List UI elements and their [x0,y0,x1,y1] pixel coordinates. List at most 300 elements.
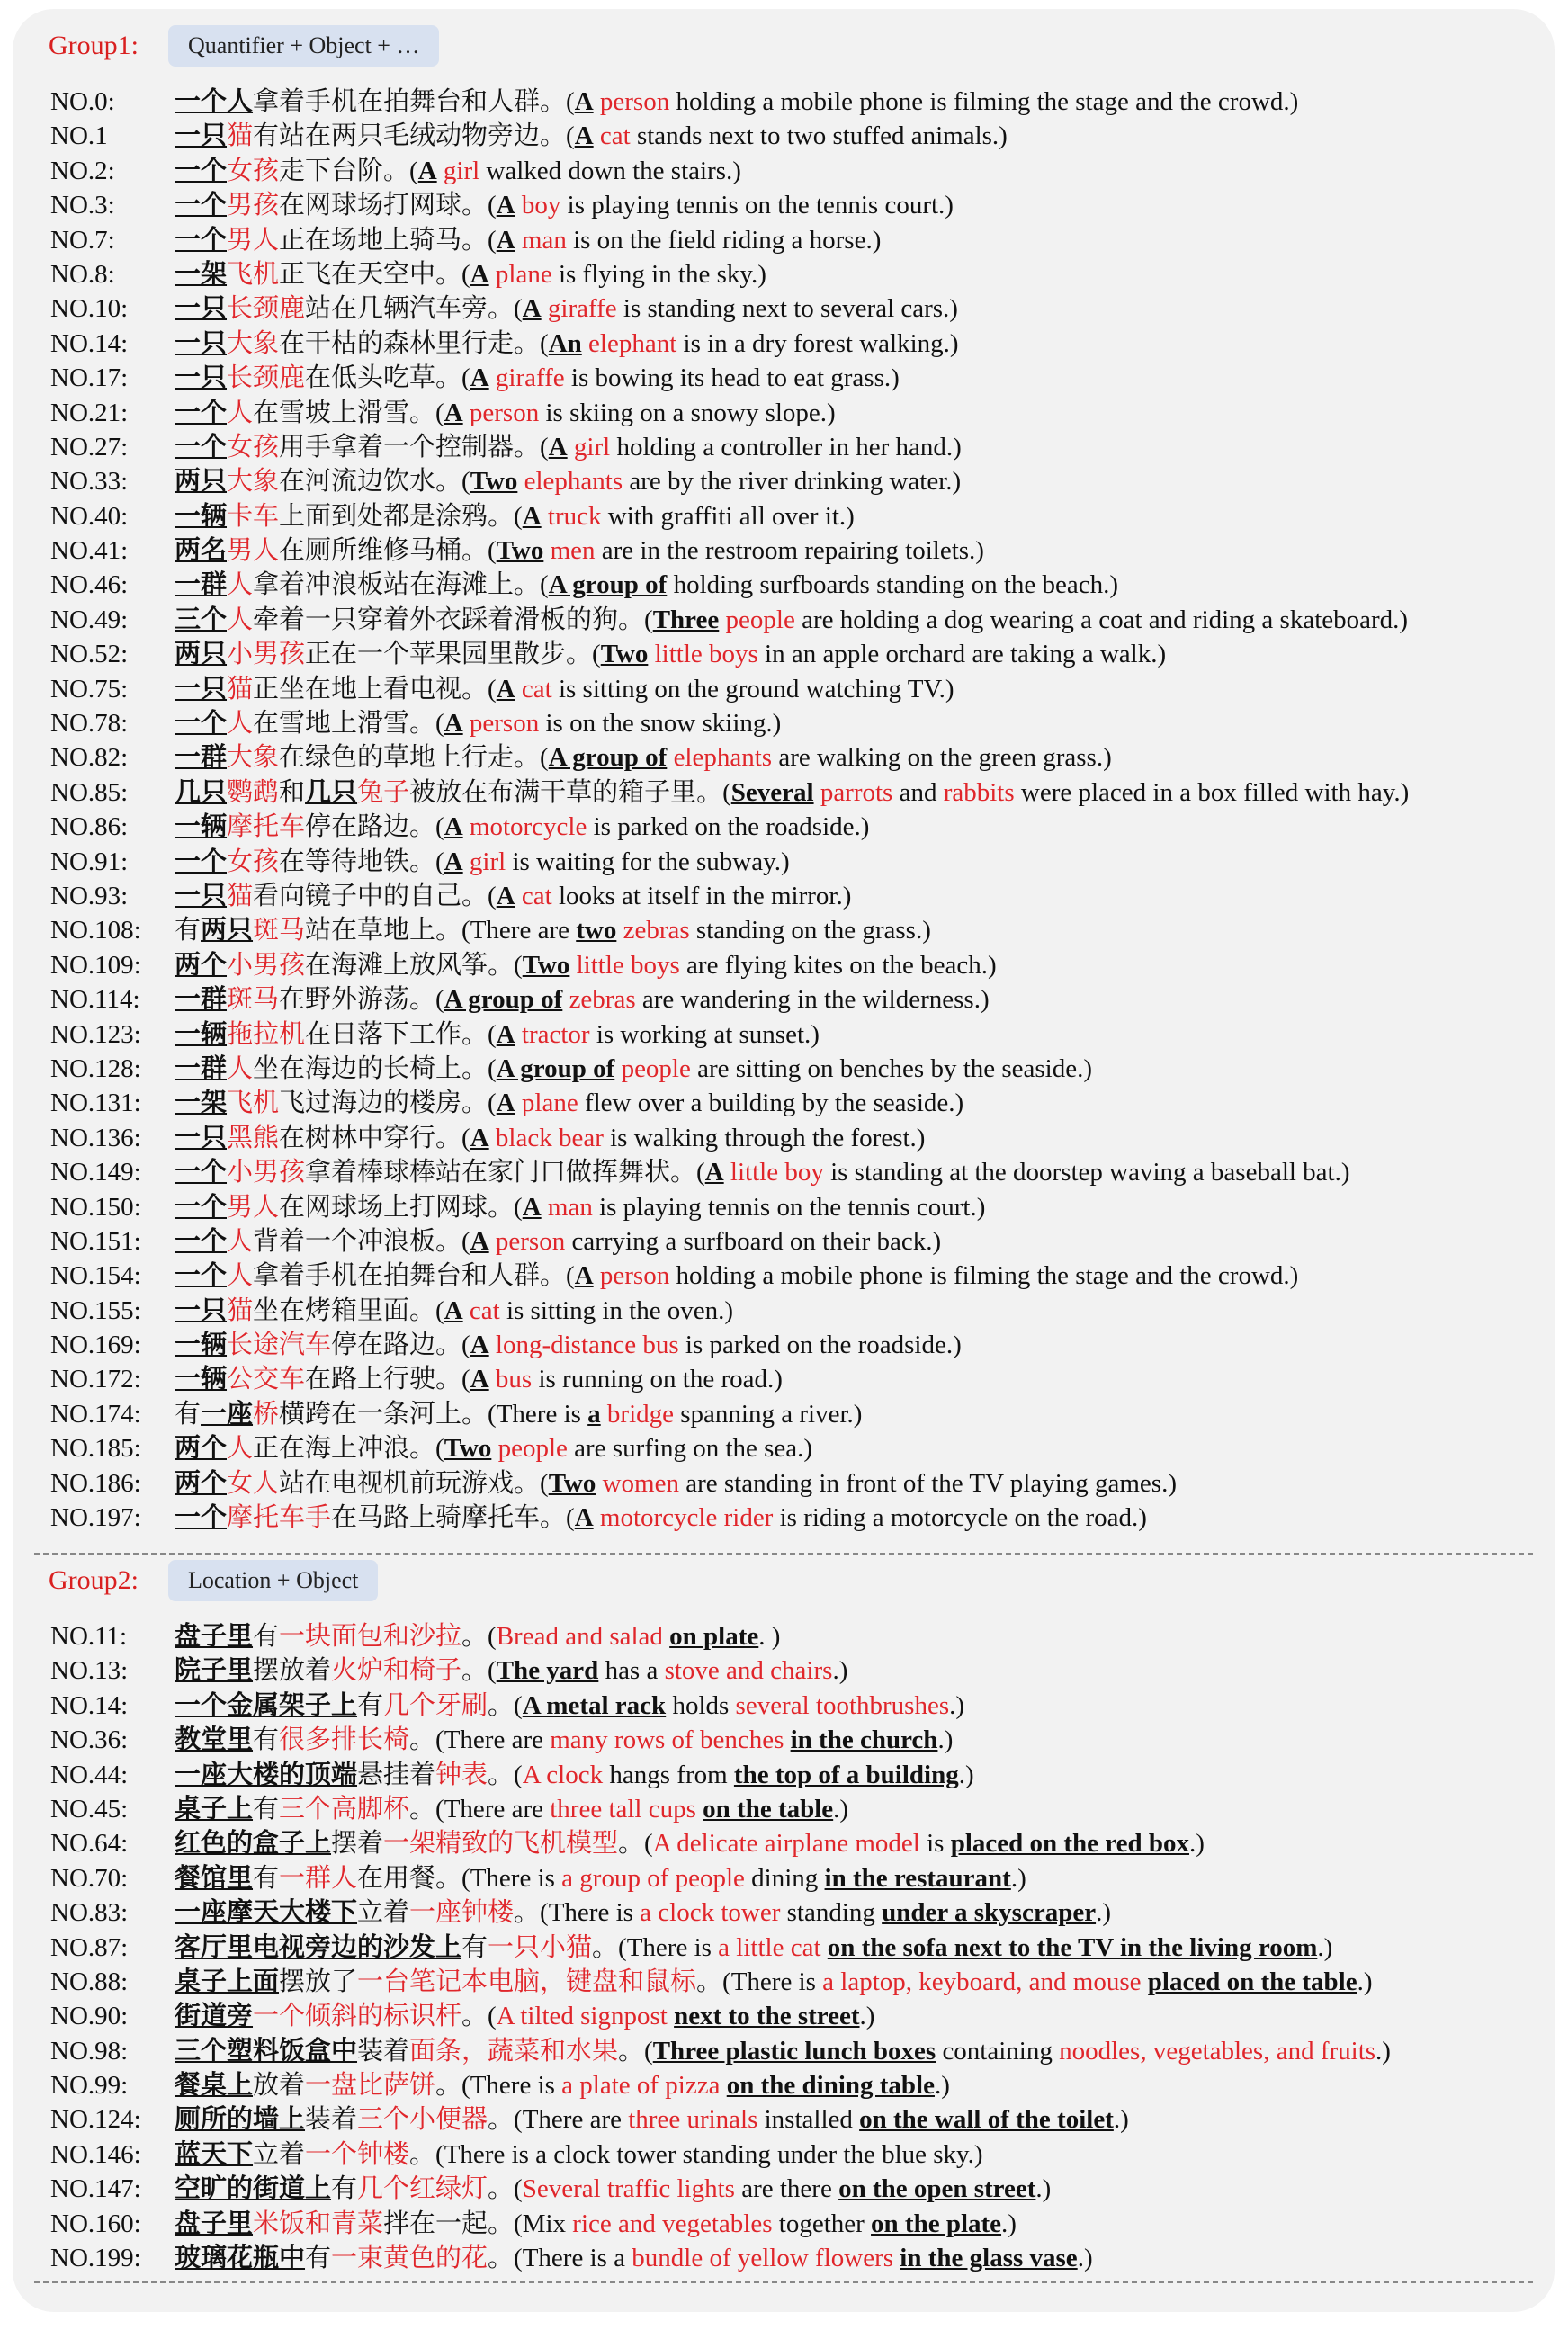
object-highlight: three tall cups [550,1794,696,1824]
object-highlight: little boys [569,950,680,980]
caption-row [49,948,1524,982]
caption-segment: is playing tennis on the tennis court.) [560,191,954,220]
quantifier-highlight: Several [730,777,814,807]
caption-row [49,879,1524,913]
caption-row [49,1861,1524,1895]
object-highlight: cat [515,881,552,910]
row-number: NO.108: [50,916,141,945]
quantifier-highlight: Three [652,605,720,634]
quantifier-highlight: 红色的盒子上 [175,1829,332,1859]
group-divider [34,1553,1533,1555]
object-highlight: 人 [227,570,254,600]
object-highlight: 长颈鹿 [227,294,306,324]
caption-row [49,1895,1524,1930]
object-highlight: 人 [227,1261,254,1291]
object-highlight: 几个牙刷 [383,1690,488,1720]
quantifier-highlight: A [444,398,463,427]
quantifier-highlight: on the plate [871,2209,1002,2238]
caption-segment: 。( [618,1829,653,1859]
caption-segment: ) [765,1622,781,1651]
caption-text [175,1086,963,1120]
caption-segment: is on the snow skiing.) [539,709,782,739]
object-highlight: 飞机 [227,259,280,289]
quantifier-highlight: next to the street [674,2002,860,2031]
caption-segment: 。( [461,2002,497,2031]
object-highlight: 男孩 [227,191,280,220]
caption-row [49,119,1524,153]
object-highlight: 一架精致的飞机模型 [383,1829,619,1859]
group-rows [49,85,1524,1535]
caption-row [49,361,1524,395]
row-number: NO.99: [50,2071,129,2101]
quantifier-highlight: 一只 [175,121,228,151]
quantifier-highlight: 一个 [175,156,228,185]
object-highlight: A tilted signpost [496,2002,668,2031]
quantifier-highlight: 两个 [175,1434,228,1464]
caption-text [175,879,851,913]
caption-segment: is parked on the roadside.) [678,1331,962,1360]
object-highlight: A delicate airplane model [652,1829,920,1859]
caption-row [49,845,1524,879]
caption-segment: are walking on the green grass.) [772,743,1112,773]
row-number: NO.155: [50,1295,141,1325]
quantifier-highlight: A [417,156,437,185]
quantifier-highlight: in the glass vase [900,2244,1078,2273]
object-highlight: stove and chairs [664,1656,833,1686]
caption-segment: 有 [331,2174,358,2204]
quantifier-highlight: on the wall of the toilet [859,2105,1114,2135]
row-number: NO.17: [50,363,129,393]
object-highlight: person [593,1261,670,1291]
caption-row [49,85,1524,119]
group-tag: Quantifier + Object + … [168,25,439,67]
row-number: NO.85: [50,777,129,807]
caption-text [175,257,766,291]
caption-row [49,1397,1524,1431]
caption-text [175,740,1112,775]
object-highlight: 人 [227,1226,254,1256]
row-number: NO.1 [50,121,108,151]
row-number: NO.52: [50,640,129,669]
caption-segment: holding surfboards standing on the beach.) [667,570,1119,600]
caption-segment: .) [1189,1829,1205,1859]
quantifier-highlight: A [444,847,463,876]
object-highlight: 拖拉机 [227,1019,306,1049]
caption-segment: looks at itself in the mirror.) [551,881,852,910]
caption-segment: spanning a river.) [674,1399,863,1429]
quantifier-highlight: 一座摩天大楼下 [175,1898,358,1928]
object-highlight: 一座钟楼 [409,1898,515,1928]
caption-segment: 走下台阶。( [279,156,418,185]
caption-segment [784,1725,790,1754]
caption-segment: .) [1096,1898,1111,1928]
object-highlight: 三个高脚杯 [279,1794,410,1824]
caption-row [49,2102,1524,2137]
caption-segment: 在树林中穿行。( [279,1123,470,1152]
quantifier-highlight: on the open street [838,2174,1036,2204]
caption-segment: is running on the road.) [532,1365,783,1394]
caption-segment: is playing tennis on the tennis court.) [592,1192,986,1222]
caption-text [175,1155,1350,1189]
caption-segment: .) [934,2071,950,2101]
caption-segment: 和 [279,777,306,807]
quantifier-highlight: placed on the red box [950,1829,1190,1859]
row-number: NO.124: [50,2105,141,2135]
object-highlight: 斑马 [253,916,306,945]
quantifier-highlight: A [496,191,515,220]
caption-row [49,1086,1524,1120]
object-highlight: 火炉和椅子 [331,1656,462,1686]
row-number: NO.147: [50,2174,141,2204]
object-highlight: motorcycle [462,812,587,842]
object-highlight: man [515,225,567,255]
row-number: NO.151: [50,1226,141,1256]
object-highlight: 女孩 [227,432,280,462]
caption-text [175,2137,983,2172]
caption-segment: 停在路边。( [305,812,444,842]
quantifier-highlight: 一辆 [175,1331,228,1360]
object-highlight: giraffe [541,294,617,324]
quantifier-highlight: 一架 [175,259,228,289]
caption-segment: are wandering in the wilderness.) [635,985,990,1015]
object-highlight: 几个红绿灯 [357,2174,488,2204]
row-number: NO.14: [50,1690,129,1720]
quantifier-highlight: 桌子上面 [175,1967,280,1996]
caption-segment: 有 [253,1863,280,1893]
quantifier-highlight: 一只 [175,363,228,393]
group-title: Group1: [49,31,139,60]
caption-segment: 有 [253,1725,280,1755]
caption-row [49,430,1524,464]
quantifier-highlight: on the sofa next to the TV in the living room [827,1932,1318,1962]
object-highlight: 猫 [227,1295,254,1325]
quantifier-highlight: 一架 [175,1089,228,1118]
caption-segment: 摆放了 [279,1967,358,1996]
object-highlight: 大象 [227,743,280,773]
caption-segment: in an apple orchard are taking a walk.) [757,640,1167,669]
quantifier-highlight: 一群 [175,1053,228,1083]
caption-segment: 正飞在天空中。( [279,259,470,289]
caption-segment: flew over a building by the seaside.) [578,1089,964,1118]
object-highlight: boy [515,191,561,220]
quantifier-highlight: 一只 [175,294,228,324]
caption-segment: is sitting on the ground watching TV.) [551,674,954,703]
group-rows [49,1619,1524,2275]
row-number: NO.131: [50,1089,141,1118]
object-highlight: 很多排长椅 [279,1725,410,1755]
object-highlight: person [488,1226,566,1256]
row-number: NO.7: [50,225,115,255]
object-highlight: 一台笔记本电脑，键盘和鼠标 [357,1967,697,1996]
caption-segment: 站在草地上。(There are [305,916,577,945]
object-highlight: bus [488,1365,533,1394]
quantifier-highlight: 一群 [175,570,228,600]
caption-text [175,845,790,879]
object-highlight: 男人 [227,1192,280,1222]
caption-row [49,223,1524,257]
caption-segment: are surfing on the sea.) [567,1434,813,1464]
object-highlight: three urinals [628,2105,758,2135]
caption-text [175,1723,953,1757]
object-highlight: 女孩 [227,847,280,876]
object-highlight: 人 [227,605,254,634]
caption-segment: 摆着 [331,1829,384,1859]
object-highlight: little boys [648,640,758,669]
caption-segment: 正坐在地上看电视。( [253,674,497,703]
caption-segment: 在雪坡上滑雪。( [253,398,444,427]
caption-text [175,810,869,844]
caption-segment: 在用餐。(There is [357,1863,562,1893]
caption-segment: 看向镜子中的自己。( [253,881,497,910]
row-number: NO.82: [50,743,129,773]
quantifier-highlight: placed on the table [1147,1967,1357,1996]
object-highlight: 长途汽车 [227,1331,332,1360]
caption-segment: is waiting for the subway.) [506,847,790,876]
caption-segment: 装着 [305,2105,358,2135]
object-highlight: man [541,1192,593,1222]
quantifier-highlight: A [522,1192,542,1222]
caption-segment: .) [1077,2244,1093,2273]
quantifier-highlight: 两名 [175,536,228,566]
quantifier-highlight: the top of a building [733,1760,959,1789]
quantifier-highlight: An [548,328,582,358]
object-highlight: 女孩 [227,156,280,185]
row-number: NO.0: [50,87,115,116]
caption-text [175,430,962,464]
caption-segment: 。(There is [592,1932,719,1962]
caption-segment: 牵着一只穿着外衣踩着滑板的狗。( [253,605,653,634]
caption-row [49,1792,1524,1826]
caption-segment: 在河流边饮水。( [279,467,470,497]
caption-segment: 横跨在一条河上。(There is [279,1399,588,1429]
caption-segment: hangs from [603,1760,734,1789]
caption-segment: 装着 [357,2036,410,2066]
caption-text [175,1792,848,1826]
caption-text [175,223,881,257]
object-highlight: person [462,709,540,739]
caption-segment: is standing next to several cars.) [616,294,958,324]
quantifier-highlight: 两个 [175,950,228,980]
quantifier-highlight: A [496,1019,515,1049]
caption-row [49,982,1524,1017]
caption-text [175,1999,874,2033]
quantifier-highlight: A [522,294,542,324]
caption-text [175,291,958,326]
caption-segment: 飞过海边的楼房。( [279,1089,497,1118]
object-highlight: 卡车 [227,501,280,531]
quantifier-highlight: A [574,1503,594,1533]
quantifier-highlight: A [496,1089,515,1118]
object-highlight: a group of people [561,1863,745,1893]
caption-segment: .) [1113,2105,1129,2135]
caption-row [49,396,1524,430]
caption-segment: were placed in a box filled with hay.) [1014,777,1410,807]
object-highlight: 小男孩 [227,640,306,669]
object-highlight: 飞机 [227,1089,280,1118]
quantifier-highlight: A [470,1365,489,1394]
quantifier-highlight: A [574,121,594,151]
quantifier-highlight: Two [444,1434,492,1464]
row-number: NO.44: [50,1760,129,1789]
group-title: Group2: [49,1565,139,1595]
caption-text [175,637,1166,671]
caption-row [49,1826,1524,1860]
caption-text [175,1431,812,1465]
caption-segment: 背着一个冲浪板。( [253,1226,470,1256]
quantifier-highlight: A group of [548,570,668,600]
caption-segment: holding a mobile phone is filming the stage and the crowd.) [669,1261,1299,1291]
quantifier-highlight: 一个 [175,191,228,220]
object-highlight: 黑熊 [227,1123,280,1152]
row-number: NO.13: [50,1656,129,1686]
caption-segment: 在海滩上放风筝。( [305,950,523,980]
caption-text [175,1501,1147,1535]
quantifier-highlight: Three plastic lunch boxes [652,2036,936,2066]
object-highlight: men [543,536,596,566]
caption-row [49,1466,1524,1501]
caption-text [175,2241,1093,2275]
caption-text [175,1895,1111,1930]
caption-segment: . [758,1622,766,1651]
quantifier-highlight: 一个 [175,847,228,876]
caption-segment: .) [1375,2036,1391,2066]
row-number: NO.136: [50,1123,141,1152]
caption-segment [821,1933,828,1962]
quantifier-highlight: 一个 [175,1226,228,1256]
quantifier-highlight: 一个金属架子上 [175,1690,358,1720]
quantifier-highlight: 一群 [175,743,228,773]
object-highlight: 三个小便器 [357,2105,488,2135]
caption-segment: 。( [461,1622,497,1651]
row-number: NO.87: [50,1932,129,1962]
row-number: NO.14: [50,328,129,358]
quantifier-highlight: 一座大楼的顶端 [175,1760,358,1789]
caption-row [49,1689,1524,1723]
quantifier-highlight: Two [496,536,544,566]
caption-text [175,1653,847,1688]
caption-segment: 有 [253,1622,280,1651]
quantifier-highlight: 一只 [175,674,228,703]
caption-segment: 。(There are [409,1725,551,1755]
caption-text [175,1931,1332,1965]
caption-segment: 。(There are [409,1794,551,1824]
caption-segment: .) [1001,2209,1017,2238]
caption-segment: .) [1010,1863,1026,1893]
quantifier-highlight: in the church [790,1725,938,1755]
caption-segment: .) [1317,1932,1333,1962]
object-highlight: a clock tower [640,1898,781,1928]
caption-text [175,396,836,430]
caption-row [49,2172,1524,2206]
caption-segment: 坐在海边的长椅上。( [253,1053,497,1083]
caption-segment: standing on the grass.) [689,916,931,945]
object-highlight: person [462,398,540,427]
caption-text [175,775,1409,810]
caption-segment: 用手拿着一个控制器。( [279,432,549,462]
caption-segment: 坐在烤箱里面。( [253,1295,444,1325]
object-highlight: 斑马 [227,985,280,1015]
quantifier-highlight: 一个人 [175,87,254,116]
caption-segment: is skiing on a snowy slope.) [539,398,836,427]
object-highlight: Bread and salad [496,1622,663,1651]
object-highlight: rabbits [943,777,1015,807]
row-number: NO.33: [50,467,129,497]
caption-text [175,1017,820,1052]
quantifier-highlight: Two [522,950,570,980]
object-highlight: girl [567,432,611,462]
object-highlight: 长颈鹿 [227,363,306,393]
row-number: NO.98: [50,2036,129,2066]
row-number: NO.64: [50,1829,129,1859]
object-highlight: 大象 [227,328,280,358]
caption-segment: holds [666,1690,736,1720]
caption-segment: 有 [175,916,202,945]
caption-segment: 放着 [253,2071,306,2101]
caption-segment: .) [832,1656,848,1686]
row-number: NO.199: [50,2244,141,2273]
caption-segment: 在干枯的森林里行走。( [279,328,549,358]
caption-text [175,1294,733,1328]
quantifier-highlight: 客厅里电视旁边的沙发上 [175,1932,462,1962]
object-highlight: A clock [522,1760,604,1789]
row-number: NO.3: [50,191,115,220]
row-number: NO.46: [50,570,129,600]
caption-row [49,672,1524,706]
caption-row [49,1224,1524,1259]
quantifier-highlight: 一个 [175,432,228,462]
object-highlight: giraffe [488,363,565,393]
object-highlight: zebras [616,916,690,945]
caption-segment: are by the river drinking water.) [623,467,962,497]
caption-segment [1142,1967,1148,1996]
caption-text [175,327,959,361]
caption-text [175,1758,974,1792]
object-highlight: 人 [227,1434,254,1464]
caption-text [175,1328,962,1362]
caption-row [49,740,1524,775]
row-number: NO.41: [50,536,129,566]
caption-text [175,119,1008,153]
caption-text [175,1052,1092,1086]
caption-text [175,2207,1017,2241]
caption-segment: 有站在两只毛绒动物旁边。( [253,121,575,151]
row-number: NO.146: [50,2139,141,2169]
caption-segment: 在网球场上打网球。( [279,1192,523,1222]
object-highlight: a plate of pizza [561,2071,721,2101]
object-highlight: 小男孩 [227,950,306,980]
caption-segment: .) [958,1760,974,1789]
object-highlight: plane [515,1089,578,1118]
quantifier-highlight: The yard [496,1656,599,1686]
object-highlight: parrots [813,777,893,807]
row-number: NO.10: [50,294,129,324]
caption-row [49,1294,1524,1328]
caption-segment: 在雪地上滑雪。( [253,709,444,739]
quantifier-highlight: 一辆 [175,501,228,531]
object-highlight: cat [462,1295,500,1325]
quantifier-highlight: 两只 [175,467,228,497]
caption-row [49,1758,1524,1792]
row-number: NO.114: [50,985,140,1015]
caption-segment: is on the field riding a horse.) [566,225,882,255]
quantifier-highlight: in the restaurant [824,1863,1011,1893]
caption-row [49,1653,1524,1688]
quantifier-highlight: 一只 [175,328,228,358]
caption-segment: 拿着手机在拍舞台和人群。( [253,87,575,116]
quantifier-highlight: 街道旁 [175,2002,254,2031]
caption-segment: 正在海上冲浪。( [253,1434,444,1464]
row-number: NO.186: [50,1468,141,1498]
